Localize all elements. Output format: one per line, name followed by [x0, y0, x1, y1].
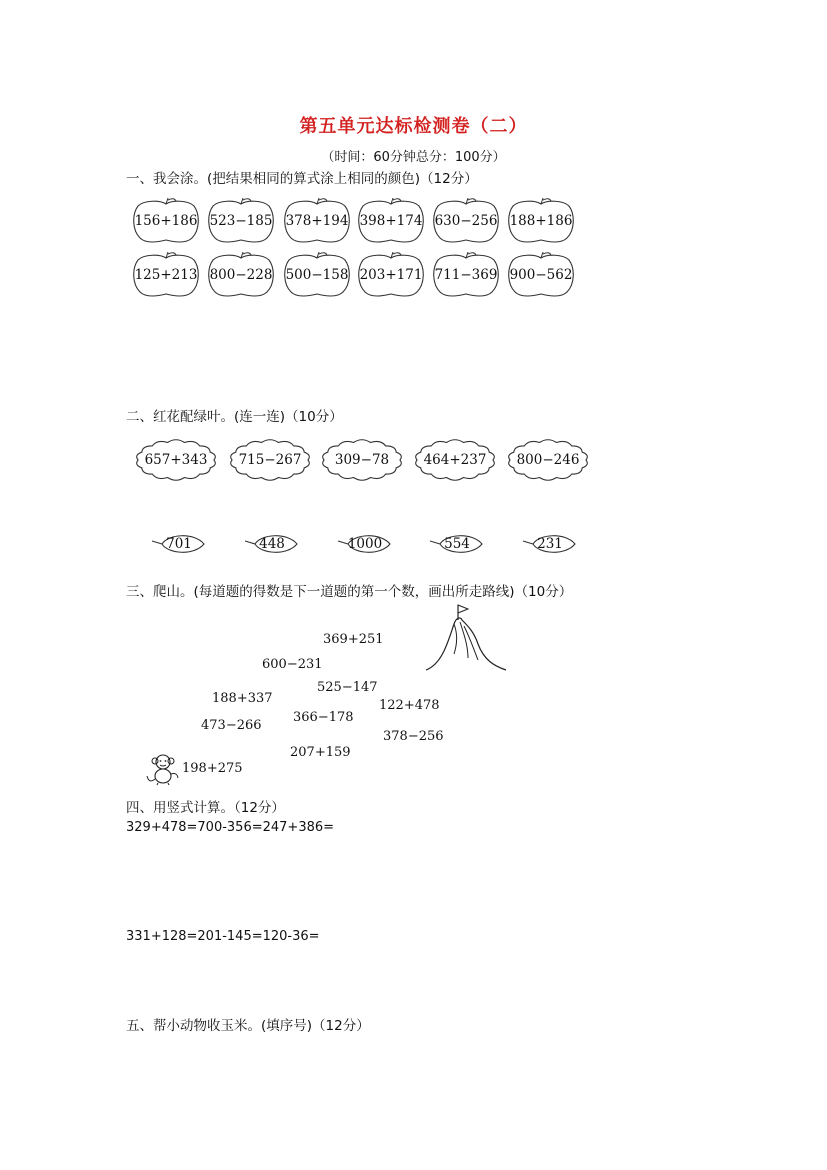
leaf-number-label: 448: [259, 536, 285, 552]
section-1-heading: 一、我会涂。(把结果相同的算式涂上相同的颜色)（12分）: [126, 171, 478, 187]
apple-expression-label: 188+186: [509, 213, 573, 229]
apple-expression: [507, 252, 575, 298]
apple-expression-label: 523−185: [209, 213, 273, 229]
apple-expression-label: 125+213: [134, 267, 198, 283]
apple-expression-label: 156+186: [134, 213, 198, 229]
section-5-heading: 五、帮小动物收玉米。(填序号)（12分）: [126, 1018, 370, 1034]
leaf-number: [521, 530, 579, 558]
climb-expression: 198+275: [182, 761, 243, 776]
apple-expression-label: 711−369: [434, 267, 498, 283]
apple-expression-label: 500−158: [285, 267, 349, 283]
leaf-number: [428, 530, 486, 558]
apple-expression-label: 378+194: [285, 213, 349, 229]
climb-expression: 473−266: [201, 718, 262, 733]
flower-expression-label: 464+237: [423, 452, 487, 468]
apple-expression: [207, 252, 275, 298]
apple-expression: [507, 198, 575, 244]
apple-expression-label: 398+174: [359, 213, 423, 229]
section-3-heading: 三、爬山。(每道题的得数是下一道题的第一个数，画出所走路线)（10分）: [126, 584, 573, 600]
climb-expression: 366−178: [293, 710, 354, 725]
climb-expression: 369+251: [323, 632, 384, 647]
mountain-flag-icon: [424, 602, 508, 674]
flower-expression: [134, 438, 218, 482]
climb-expression: 600−231: [262, 657, 323, 672]
apple-expression-label: 800−228: [209, 267, 273, 283]
leaf-number: [243, 530, 301, 558]
apple-expression-label: 203+171: [359, 267, 423, 283]
section-4-heading: 四、用竖式计算。（12分）: [126, 800, 285, 816]
calc-line-1: 329+478=700-356=247+386=: [126, 820, 335, 835]
apple-expression-label: 900−562: [509, 267, 573, 283]
climb-expression: 207+159: [290, 745, 351, 760]
leaf-number: [336, 530, 394, 558]
apple-expression: [357, 252, 425, 298]
flower-expression: [228, 438, 312, 482]
flower-expression-label: 800−246: [516, 452, 580, 468]
apple-expression: [207, 198, 275, 244]
flower-expression: [506, 438, 590, 482]
leaf-number-label: 701: [166, 536, 192, 552]
climb-expression: 378−256: [383, 729, 444, 744]
apple-expression: [357, 198, 425, 244]
flower-expression: [320, 438, 404, 482]
leaf-number: [150, 530, 208, 558]
apple-expression: [283, 252, 351, 298]
flower-expression-label: 715−267: [238, 452, 302, 468]
apple-expression: [283, 198, 351, 244]
leaf-number-label: 1000: [347, 536, 383, 552]
leaf-number-label: 554: [444, 536, 470, 552]
climb-expression: 188+337: [212, 691, 273, 706]
flower-expression-label: 309−78: [334, 452, 390, 468]
climb-expression: 122+478: [379, 698, 440, 713]
apple-expression-label: 630−256: [434, 213, 498, 229]
flower-expression: [413, 438, 497, 482]
apple-expression: [432, 252, 500, 298]
monkey-icon: [145, 752, 181, 786]
apple-expression: [432, 198, 500, 244]
apple-expression: [132, 198, 200, 244]
apple-expression: [132, 252, 200, 298]
flower-expression-label: 657+343: [144, 452, 208, 468]
page-title: 第五单元达标检测卷（二）: [299, 116, 528, 137]
climb-expression: 525−147: [317, 680, 378, 695]
calc-line-2: 331+128=201-145=120-36=: [126, 929, 320, 944]
page-subtitle: （时间：60分钟总分：100分）: [321, 150, 506, 165]
leaf-number-label: 231: [537, 536, 563, 552]
section-2-heading: 二、红花配绿叶。(连一连)（10分）: [126, 409, 343, 425]
